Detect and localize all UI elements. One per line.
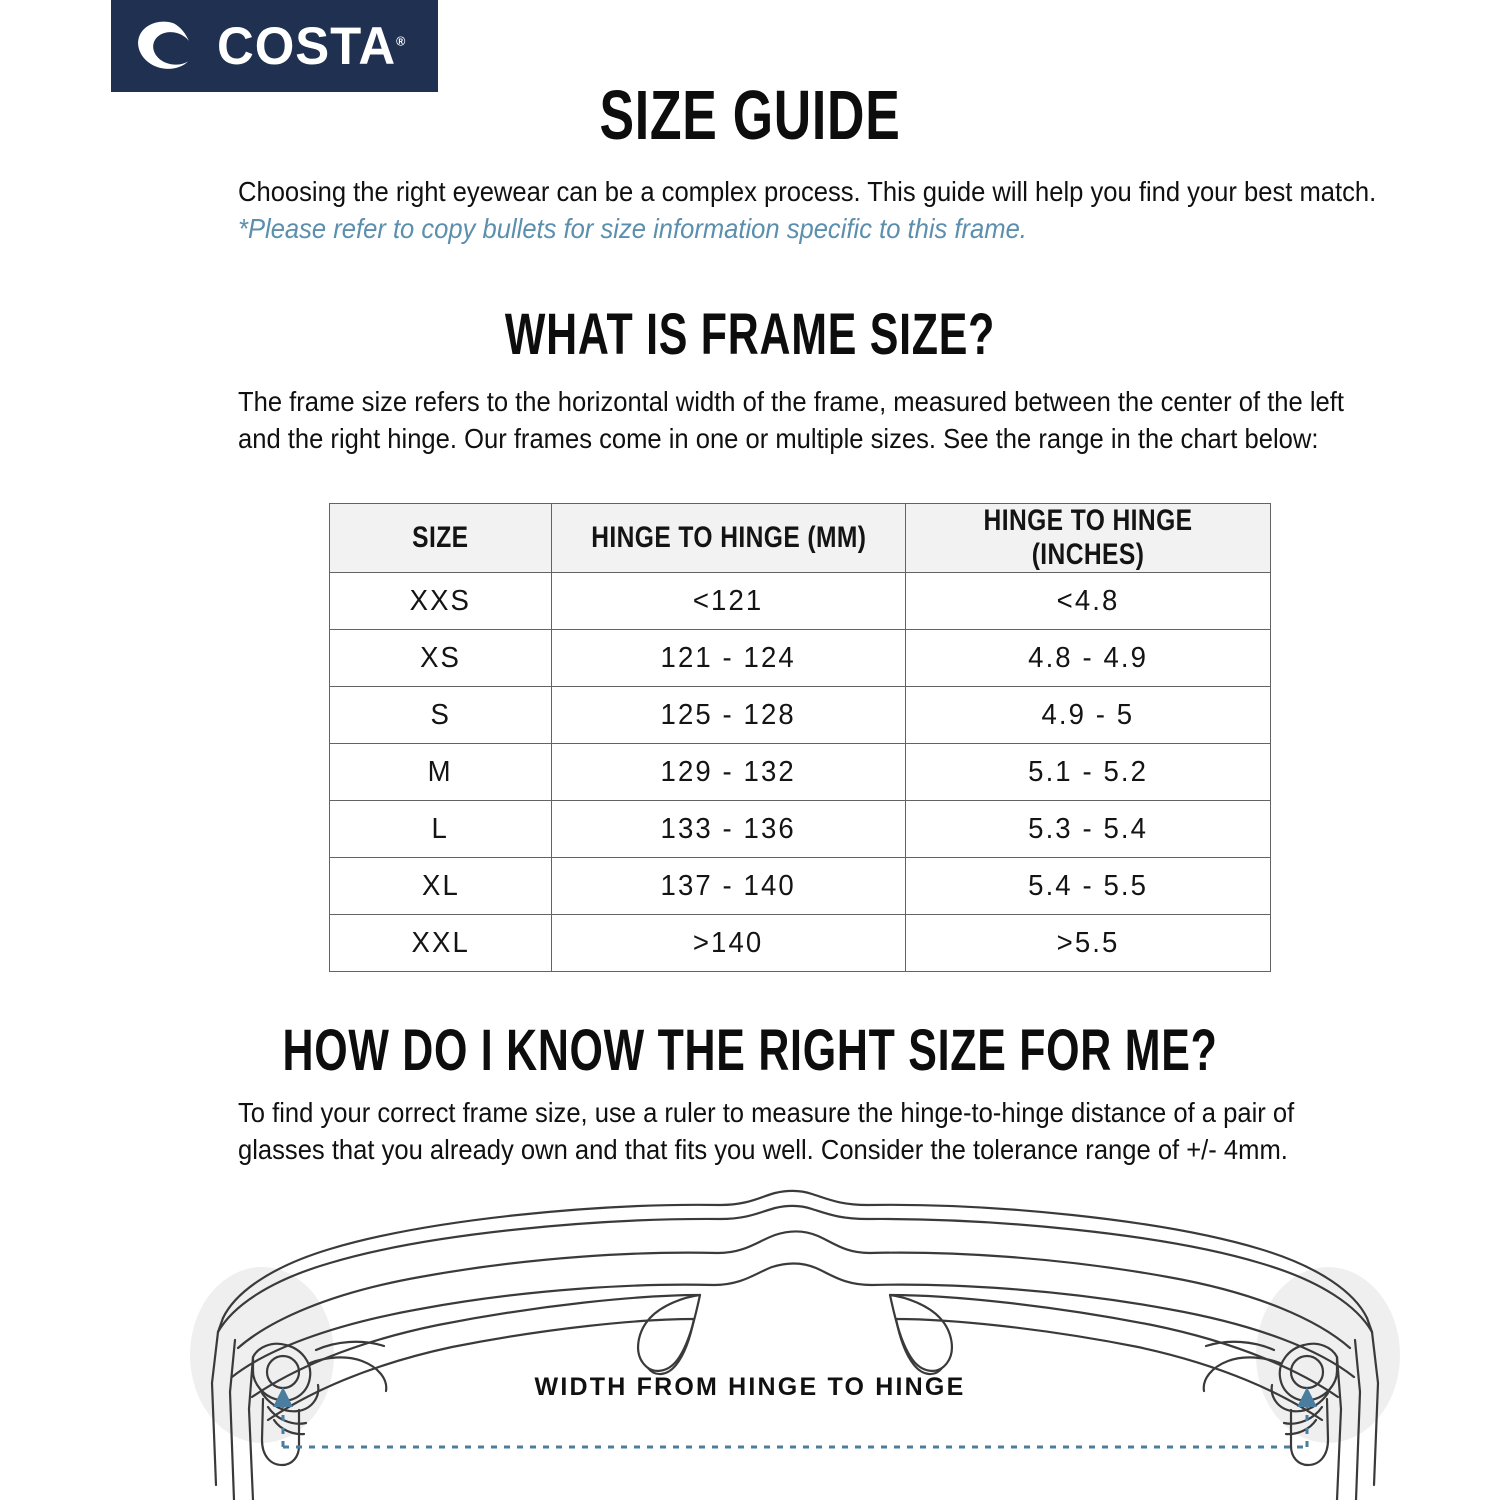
size-table [329, 503, 1271, 972]
table-row [330, 801, 1271, 858]
cell-inches: 4.8 - 4.9 [906, 630, 1271, 687]
right-size-heading-wrap [0, 1018, 1500, 1083]
table-row [330, 687, 1271, 744]
cell-size: S [330, 687, 552, 744]
hinge-highlight-circles [190, 1267, 1400, 1443]
cell-mm: 133 - 136 [552, 801, 906, 858]
page-title-wrap [0, 76, 1500, 154]
table-header-cell [906, 504, 1271, 573]
table-header-row [330, 504, 1271, 573]
cell-mm: 137 - 140 [552, 858, 906, 915]
costa-wave-logo-icon [137, 20, 205, 72]
cell-mm: 121 - 124 [552, 630, 906, 687]
frame-size-heading-wrap [0, 302, 1500, 367]
table-row [330, 915, 1271, 972]
cell-mm: 125 - 128 [552, 687, 906, 744]
cell-inches: <4.8 [906, 573, 1271, 630]
cell-size: XXL [330, 915, 552, 972]
header-label-size: SIZE [412, 521, 469, 554]
table-row [330, 858, 1271, 915]
table-row [330, 630, 1271, 687]
cell-mm: 129 - 132 [552, 744, 906, 801]
frame-size-paragraph-line1: The frame size refers to the horizontal width of the frame, measured between the center of the left [238, 386, 1344, 417]
cell-size: XXS [330, 573, 552, 630]
costa-wordmark: COSTA® [217, 16, 406, 76]
cell-mm: >140 [552, 915, 906, 972]
cell-inches: 4.9 - 5 [906, 687, 1271, 744]
table-row [330, 744, 1271, 801]
diagram-label: WIDTH FROM HINGE TO HINGE [534, 1373, 966, 1401]
header-label-inches: HINGE TO HINGE (INCHES) [983, 504, 1193, 571]
cell-size: M [330, 744, 552, 801]
sunglasses-line-art [212, 1191, 1378, 1500]
costa-logo [111, 0, 438, 92]
page-title: SIZE GUIDE [599, 76, 901, 154]
intro-text: Choosing the right eyewear can be a complex process. This guide will help you find your best match. [238, 176, 1377, 207]
header-label-mm: HINGE TO HINGE (MM) [590, 521, 867, 554]
trademark-symbol: ® [396, 32, 406, 48]
table-row [330, 573, 1271, 630]
frame-size-paragraph-line2: and the right hinge. Our frames come in one or multiple sizes. See the range in the chart below: [238, 423, 1319, 454]
cell-inches: 5.3 - 5.4 [906, 801, 1271, 858]
cell-mm: <121 [552, 573, 906, 630]
cell-inches: 5.4 - 5.5 [906, 858, 1271, 915]
right-size-heading: HOW DO I KNOW THE RIGHT SIZE FOR ME? [282, 1018, 1218, 1083]
cell-size: XL [330, 858, 552, 915]
cell-size: XS [330, 630, 552, 687]
cell-inches: >5.5 [906, 915, 1271, 972]
table-header-cell [552, 504, 906, 573]
hinge-measurement-diagram [0, 1185, 1500, 1500]
frame-size-heading: WHAT IS FRAME SIZE? [504, 302, 996, 367]
right-size-paragraph-line2: glasses that you already own and that fits you well. Consider the tolerance range of +/- 4mm. [238, 1134, 1288, 1165]
table-header-cell [330, 504, 552, 573]
frame-specific-note: *Please refer to copy bullets for size information specific to this frame. [238, 213, 1027, 244]
cell-size: L [330, 801, 552, 858]
cell-inches: 5.1 - 5.2 [906, 744, 1271, 801]
right-size-paragraph-line1: To find your correct frame size, use a ruler to measure the hinge-to-hinge distance of a pair of [238, 1097, 1295, 1128]
